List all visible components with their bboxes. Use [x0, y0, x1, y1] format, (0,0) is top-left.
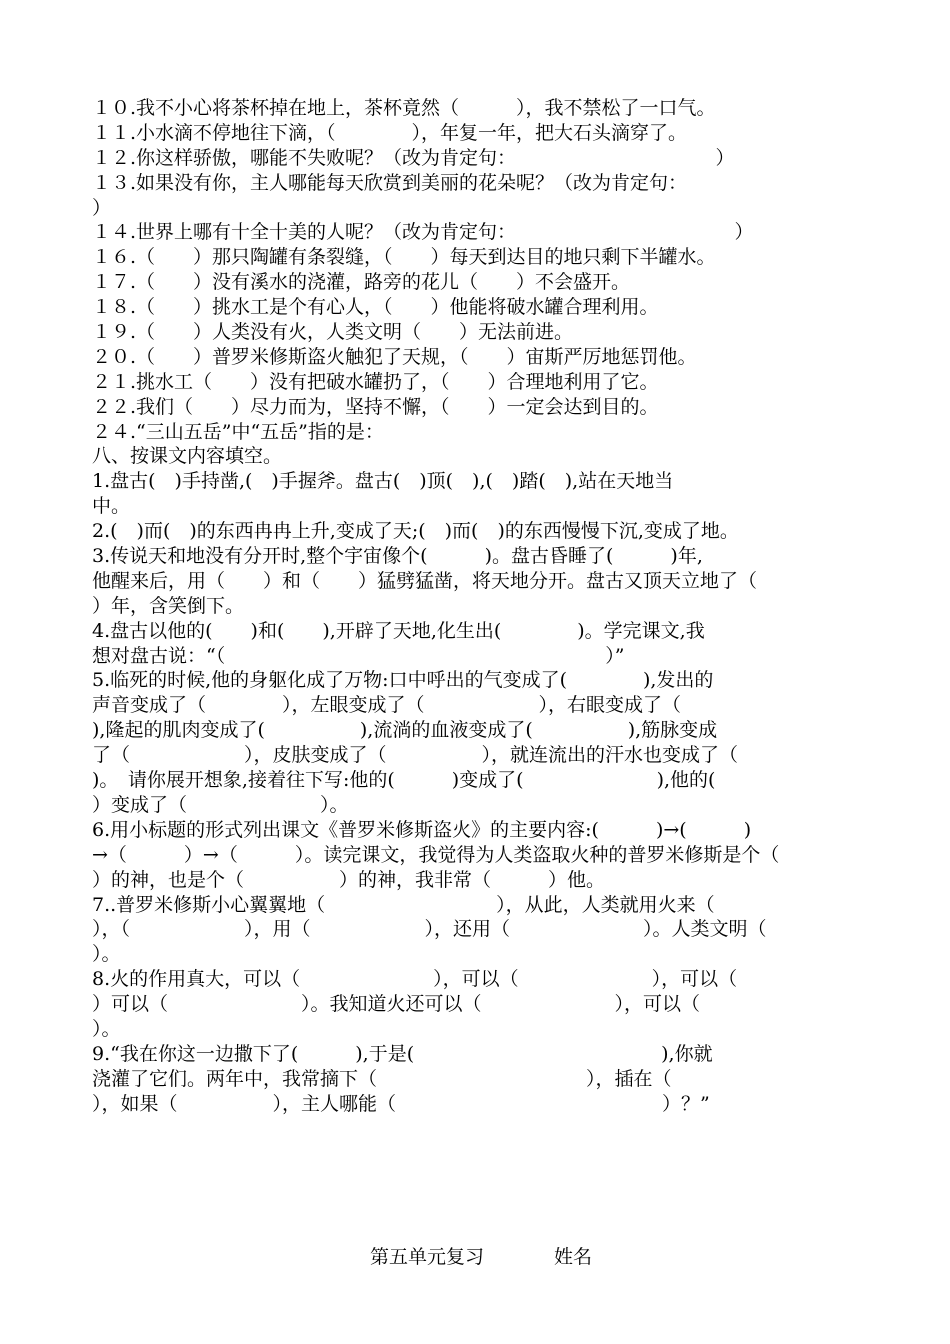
fill-line-1-cont: 中。 — [92, 495, 131, 518]
fill-line-3-cont-b: ）年，含笑倒下。 — [92, 594, 245, 617]
fill-line-5-cont-c: 了（ ），皮肤变成了（ ），就连流出的汗水也变成了（ — [92, 744, 739, 767]
question-line-14: １４.世界上哪有十全十美的人呢？（改为肯定句： ） — [92, 221, 754, 244]
question-line-16: １６.（ ）那只陶罐有条裂缝，（ ）每天到达目的地只剩下半罐水。 — [92, 246, 716, 269]
fill-line-6-cont-a: →（ ）→（ ）。读完课文，我觉得为人类盗取火种的普罗米修斯是个（ — [92, 843, 780, 866]
fill-line-5: 5.临死的时候,他的身躯化成了万物:口中呼出的气变成了( ),发出的 — [92, 669, 714, 692]
question-line-17: １７.（ ）没有溪水的浇灌，路旁的花儿（ ）不会盛开。 — [92, 271, 631, 294]
question-line-11: １１.小水滴不停地往下滴，（ ），年复一年，把大石头滴穿了。 — [92, 121, 688, 144]
fill-line-9-cont-b: ），如果（ ），主人哪能（ ）？” — [92, 1092, 710, 1115]
unit-review-title: 第五单元复习 — [370, 1246, 485, 1268]
fill-line-7: 7..普罗米修斯小心翼翼地（ ），从此，人类就用火来（ — [92, 893, 715, 916]
fill-line-5-cont-e: ）变成了（ ）。 — [92, 793, 349, 816]
worksheet-content — [92, 96, 860, 1117]
fill-line-8-cont-b: ）。 — [92, 1017, 121, 1040]
fill-line-8: 8.火的作用真大，可以（ ），可以（ ），可以（ — [92, 968, 738, 991]
fill-line-7-cont-a: ），（ ），用（ ），还用（ ）。人类文明（ — [92, 918, 767, 941]
question-line-13-cont: ） — [92, 196, 112, 219]
fill-line-9-cont-a: 浇灌了它们。两年中，我常摘下（ ），插在（ — [92, 1067, 672, 1090]
fill-line-2: 2.( )而( )的东西冉冉上升,变成了天;( )而( )的东西慢慢下沉,变成了地。 — [92, 520, 739, 543]
section-heading-8: 八、按课文内容填空。 — [92, 445, 283, 468]
fill-line-9: 9.“我在你这一边撒下了( ),于是( ),你就 — [92, 1042, 713, 1065]
question-line-24: ２４.“三山五岳”中“五岳”指的是： — [92, 420, 384, 443]
fill-line-5-cont-b: ),隆起的肌肉变成了( ),流淌的血液变成了( ),筋脉变成 — [92, 719, 718, 742]
question-line-10: １０.我不小心将茶杯掉在地上，茶杯竟然（ ），我不禁松了一口气。 — [92, 97, 716, 119]
question-line-13: １３.如果没有你，主人哪能每天欣赏到美丽的花朵呢？（改为肯定句： — [92, 171, 688, 194]
page-footer — [0, 1218, 950, 1270]
fill-line-8-cont-a: ）可以（ ）。我知道火还可以（ ），可以（ — [92, 993, 701, 1016]
fill-line-3-cont-a: 他醒来后，用（ ）和（ ）猛劈猛凿，将天地分开。盘古又顶天立地了（ — [92, 569, 758, 592]
fill-line-7-cont-b: ）。 — [92, 943, 121, 966]
fill-line-6: 6.用小标题的形式列出课文《普罗米修斯盗火》的主要内容:( )→( ) — [92, 818, 752, 841]
fill-line-3: 3.传说天和地没有分开时,整个宇宙像个( )。盘古昏睡了( )年, — [92, 545, 703, 568]
question-line-20: ２０.（ ）普罗米修斯盗火触犯了天规，（ ）宙斯严厉地惩罚他。 — [92, 345, 697, 368]
question-line-19: １９.（ ）人类没有火，人类文明（ ）无法前进。 — [92, 321, 574, 344]
question-line-18: １８.（ ）挑水工是个有心人，（ ）他能将破水罐合理利用。 — [92, 296, 659, 319]
fill-line-4-cont: 想对盘古说：“（ ）” — [92, 644, 625, 667]
fill-line-4: 4.盘古以他的( )和( ),开辟了天地,化生出( )。学完课文,我 — [92, 619, 705, 642]
question-line-21: ２１.挑水工（ ）没有把破水罐扔了，（ ）合理地利用了它。 — [92, 370, 659, 393]
fill-line-6-cont-b: ）的神，也是个（ ）的神，我非常（ ）他。 — [92, 868, 606, 891]
question-line-22: ２２.我们（ ）尽力而为，坚持不懈，（ ）一定会达到目的。 — [92, 395, 659, 418]
fill-line-5-cont-a: 声音变成了（ ），左眼变成了（ ），右眼变成了（ — [92, 694, 682, 717]
question-line-12: １２.你这样骄傲，哪能不失败呢？（改为肯定句： ） — [92, 146, 735, 169]
fill-line-1: 1.盘古( )手持凿,( )手握斧。盘古( )顶( ),( )踏( ),站在天地当 — [92, 470, 674, 493]
name-label: 姓名 — [554, 1246, 593, 1268]
fill-line-5-cont-d: )。 请你展开想象,接着往下写:他的( )变成了( ),他的( — [92, 769, 716, 792]
